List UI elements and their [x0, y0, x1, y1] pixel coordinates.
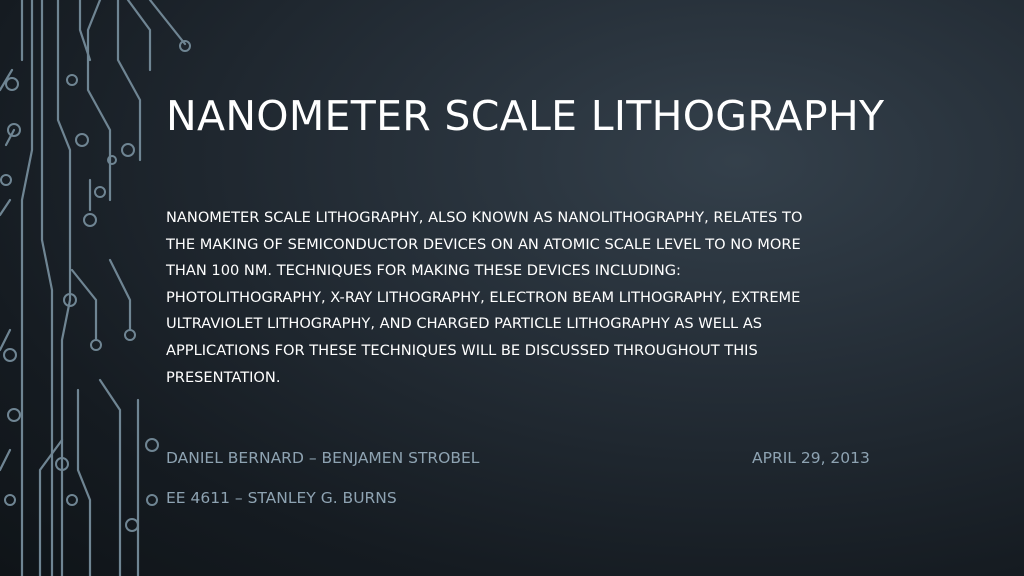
presentation-date: APRIL 29, 2013	[752, 449, 870, 467]
authors-line: DANIEL BERNARD – BENJAMEN STROBEL	[166, 449, 480, 467]
slide-body: NANOMETER SCALE LITHOGRAPHY, ALSO KNOWN AS NANOLITHOGRAPHY, RELATES TO THE MAKING OF SEMICONDUCTOR DEVICES ON AN ATOMIC SCALE LEVEL TO NO MORE THAN 100 NM. TECHNIQUES FOR MAKING THESE DEVICES INCLUDING: PHOTOLITHOGRAPHY, X-RAY LITHOGRAPHY, ELECTRON BEAM LITHOGRAPHY, EXTREME ULTRAVIOLET LITHOGRAPHY, AND CHARGED PARTICLE LITHOGRAPHY AS WELL AS APPLICATIONS FOR THESE TECHNIQUES WILL BE DISCUSSED THROUGHOUT THIS PRESENTATION.	[166, 209, 803, 386]
course-line: EE 4611 – STANLEY G. BURNS	[166, 489, 397, 507]
slide-title: NANOMETER SCALE LITHOGRAPHY	[166, 92, 885, 140]
